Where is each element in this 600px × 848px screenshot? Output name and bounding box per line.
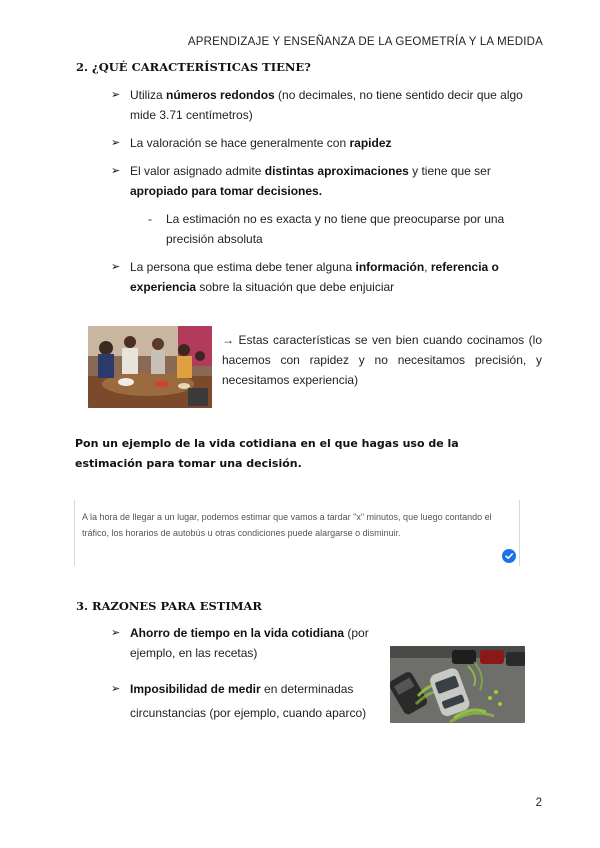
arrowhead-bullet-icon: ➢ [111, 89, 121, 101]
page-number: 2 [535, 797, 542, 809]
section-3-heading: 3. RAZONES PARA ESTIMAR [76, 599, 262, 613]
check-badge-icon [502, 549, 516, 563]
arrowhead-bullet-icon: ➢ [111, 165, 121, 177]
page-header: APRENDIZAJE Y ENSEÑANZA DE LA GEOMETRÍA Y LA MEDIDA [187, 36, 543, 48]
arrowhead-bullet-icon: ➢ [111, 137, 121, 149]
bullet-approximations: ➢ El valor asignado admite distintas aproximaciones y tiene que ser apropiado para tomar decisiones. [130, 161, 542, 201]
bullet-speed: ➢ La valoración se hace generalmente con rapidez [130, 133, 530, 153]
estimation-question: Pon un ejemplo de la vida cotidiana en el que hagas uso de la estimación para tomar una decisión. [75, 437, 459, 470]
cooking-explanation: → Estas características se ven bien cuando cocinamos (lo hacemos con rapidez y no necesitamos precisión, y necesitamos experiencia) [222, 333, 542, 387]
arrowhead-bullet-icon: ➢ [111, 627, 121, 639]
bullet-information: ➢ La persona que estima debe tener alguna información, referencia o experiencia sobre la situación que debe enjuiciar [130, 257, 530, 297]
bullet-round-numbers: ➢ Utiliza números redondos (no decimales, no tiene sentido decir que algo mide 3.71 centímetros) [130, 85, 530, 125]
section-2-heading: 2. ¿QUÉ CARACTERÍSTICAS TIENE? [76, 60, 311, 74]
parking-sensor-photo [390, 646, 525, 723]
bullet-time-saving: ➢ Ahorro de tiempo en la vida cotidiana (por ejemplo, en las recetas) [130, 623, 380, 663]
bullet-impossible-to-measure: ➢ Imposibilidad de medir en determinadas circunstancias (por ejemplo, cuando aparco) [130, 677, 380, 725]
cooking-photo [88, 326, 212, 408]
arrowhead-bullet-icon: ➢ [111, 683, 121, 695]
arrowhead-bullet-icon: ➢ [111, 261, 121, 273]
answer-text: A la hora de llegar a un lugar, podemos estimar que vamos a tardar "x" minutos, que luego contando el tráfico, los horarios de autobús u otras condiciones puede alargarse o disminuir. [82, 512, 492, 538]
sub-bullet-precision: - La estimación no es exacta y no tiene que preocuparse por una precisión absoluta [148, 212, 505, 246]
